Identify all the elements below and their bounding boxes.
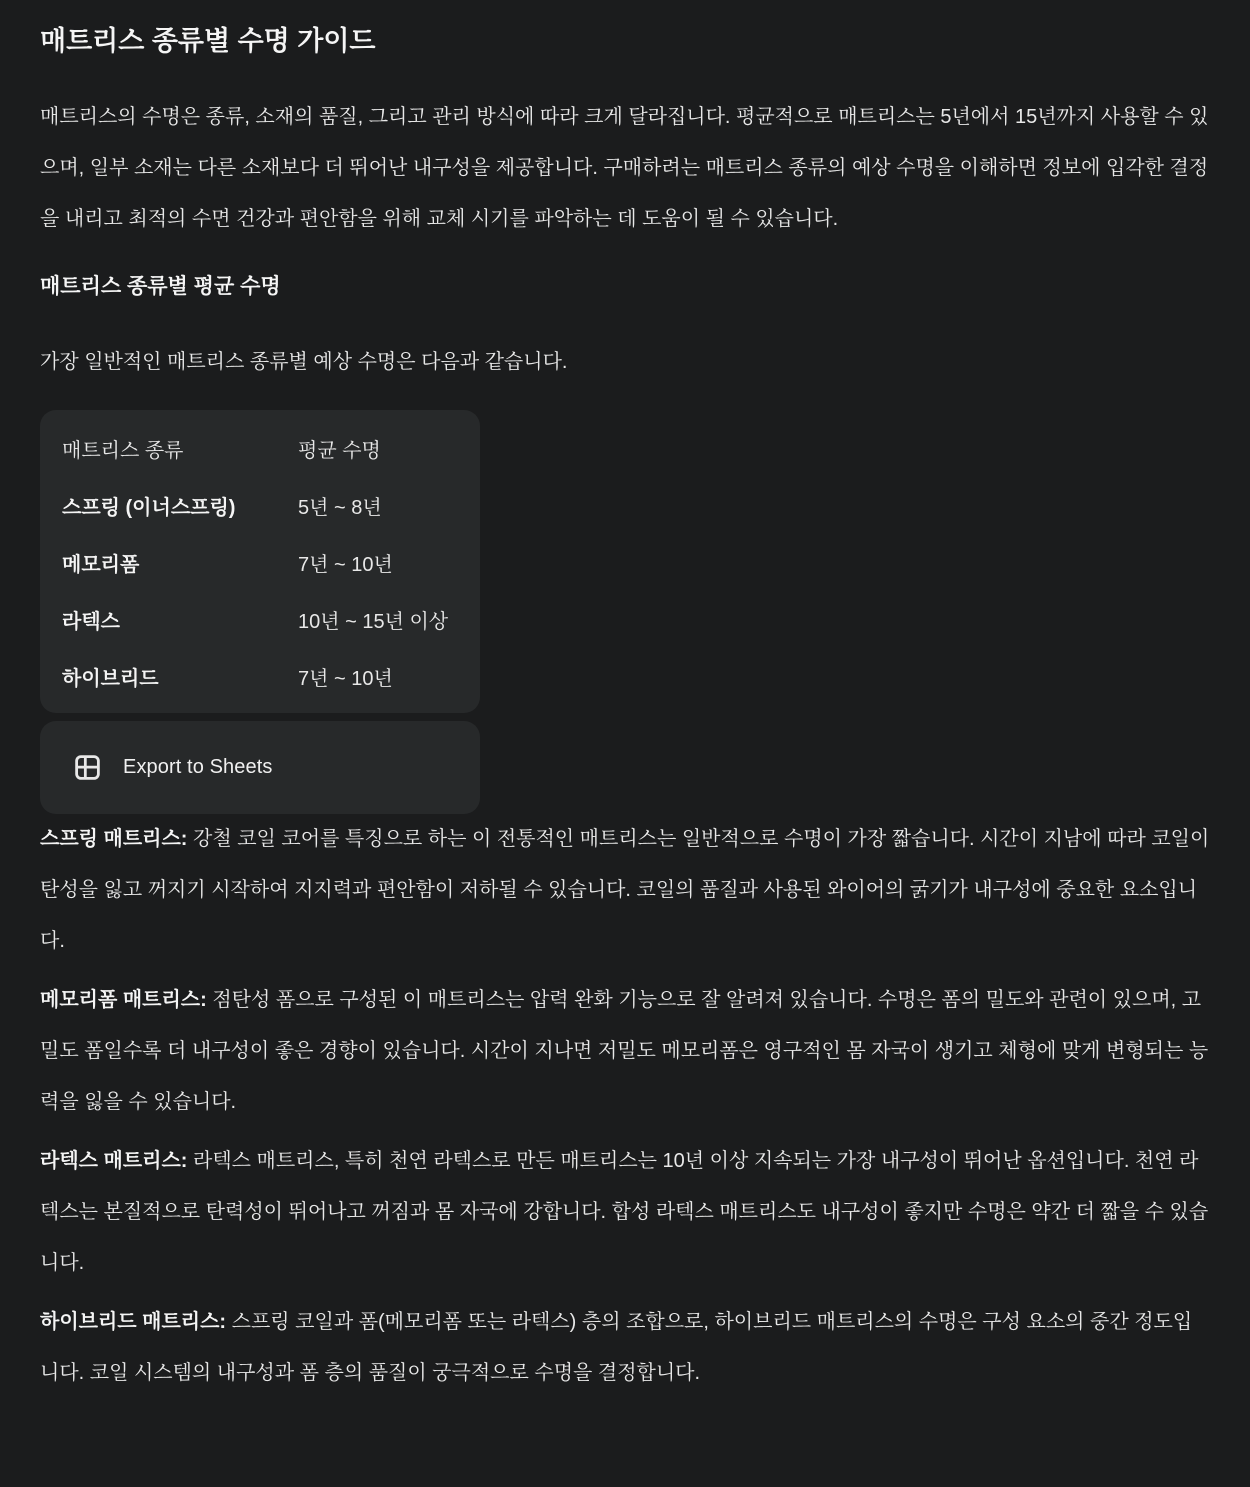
table-cell-lifespan: 10년 ~ 15년 이상 (298, 611, 449, 633)
section-heading: 매트리스 종류별 평균 수명 (40, 275, 281, 298)
export-button-label: Export to Sheets (123, 756, 273, 778)
table-header-row (62, 420, 458, 477)
table-header-lifespan: 평균 수명 (298, 440, 381, 462)
table-cell-type: 하이브리드 (62, 668, 159, 690)
spring-mattress-text: 강철 코일 코어를 특징으로 하는 이 전통적인 매트리스는 일반적으로 수명이 가장 짧습니다. 시간이 지남에 따라 코일이 탄성을 잃고 꺼지기 시작하여 지지력과 편안함이 저하될 수 있습니다. 코일의 품질과 사용된 와이어의 굵기가 내구성에 중요한 요소입니다. (40, 828, 1210, 952)
table-row (62, 648, 458, 705)
memory-foam-paragraph (40, 975, 1210, 1128)
latex-text: 라텍스 매트리스, 특히 천연 라텍스로 만든 매트리스는 10년 이상 지속되는 가장 내구성이 뛰어난 옵션입니다. 천연 라텍스는 본질적으로 탄력성이 뛰어나고 꺼짐과 몸 자국에 강합니다. 합성 라텍스 매트리스도 내구성이 좋지만 수명은 약간 더 짧을 수 있습니다. (40, 1150, 1209, 1274)
table-row (62, 477, 458, 534)
latex-label: 라텍스 매트리스: (40, 1150, 188, 1172)
memory-foam-label: 메모리폼 매트리스: (40, 989, 207, 1011)
latex-paragraph (40, 1136, 1210, 1289)
table-cell-type: 라텍스 (62, 611, 120, 633)
table-row (62, 534, 458, 591)
spring-mattress-paragraph (40, 814, 1210, 967)
lifespan-table (40, 410, 480, 713)
spring-mattress-label: 스프링 매트리스: (40, 828, 188, 850)
table-cell-lifespan: 5년 ~ 8년 (298, 497, 382, 519)
hybrid-text: 스프링 코일과 폼(메모리폼 또는 라텍스) 층의 조합으로, 하이브리드 매트리스의 수명은 구성 요소의 중간 정도입니다. 코일 시스템의 내구성과 폼 층의 품질이 궁극적으로 수명을 결정합니다. (40, 1311, 1193, 1384)
hybrid-label: 하이브리드 매트리스: (40, 1311, 227, 1333)
table-icon (73, 753, 102, 782)
page-title: 매트리스 종류별 수명 가이드 (40, 26, 376, 56)
table-cell-type: 메모리폼 (62, 554, 140, 576)
intro-paragraph: 매트리스의 수명은 종류, 소재의 품질, 그리고 관리 방식에 따라 크게 달라집니다. 평균적으로 매트리스는 5년에서 15년까지 사용할 수 있으며, 일부 소재는 다른 소재보다 더 뛰어난 내구성을 제공합니다. 구매하려는 매트리스 종류의 예상 수명을 이해하면 정보에 입각한 결정을 내리고 최적의 수면 건강과 편안함을 위해 교체 시기를 파악하는 데 도움이 될 수 있습니다. (40, 106, 1209, 230)
table-row (62, 591, 458, 648)
table-header-type: 매트리스 종류 (62, 440, 184, 462)
memory-foam-text: 점탄성 폼으로 구성된 이 매트리스는 압력 완화 기능으로 잘 알려져 있습니다. 수명은 폼의 밀도와 관련이 있으며, 고밀도 폼일수록 더 내구성이 좋은 경향이 있습니다. 시간이 지나면 저밀도 메모리폼은 영구적인 몸 자국이 생기고 체형에 맞게 변형되는 능력을 잃을 수 있습니다. (40, 989, 1209, 1113)
table-cell-lifespan: 7년 ~ 10년 (298, 554, 393, 576)
table-cell-lifespan: 7년 ~ 10년 (298, 668, 393, 690)
table-cell-type: 스프링 (이너스프링) (62, 497, 236, 519)
hybrid-paragraph (40, 1297, 1210, 1399)
export-to-sheets-button[interactable] (40, 721, 480, 814)
section-intro: 가장 일반적인 매트리스 종류별 예상 수명은 다음과 같습니다. (40, 351, 568, 373)
